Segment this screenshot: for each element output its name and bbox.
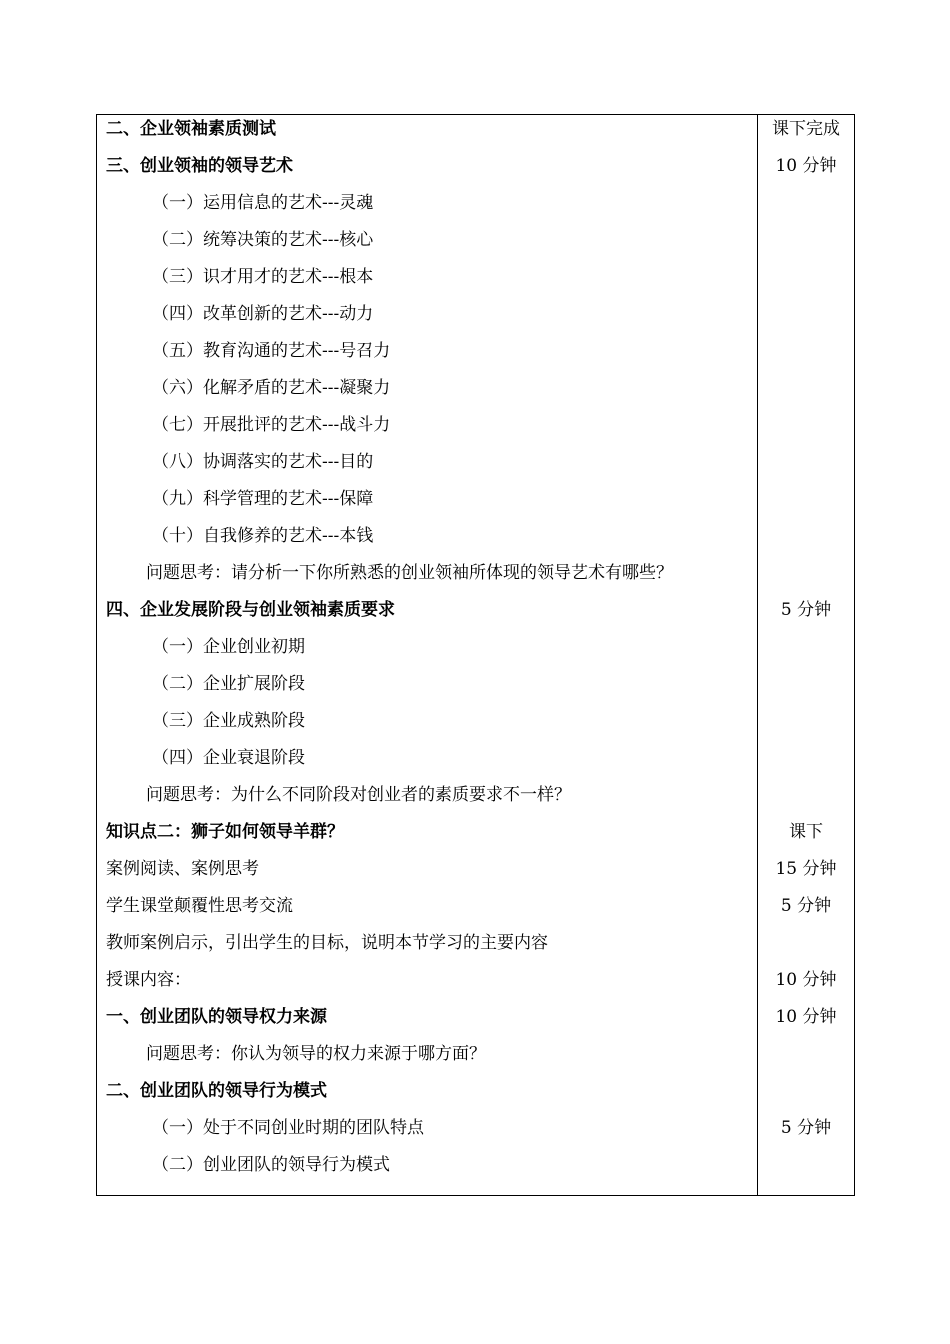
table-row	[97, 744, 856, 781]
time-allocation: 课下	[789, 822, 823, 842]
section-heading: 二、企业领袖素质测试	[106, 119, 276, 139]
activity-text: 授课内容：	[106, 970, 191, 990]
time-allocation	[758, 411, 854, 448]
time-allocation	[758, 337, 854, 374]
time-allocation	[758, 744, 854, 781]
table-row	[97, 522, 856, 559]
table-row	[97, 1003, 856, 1040]
time-allocation	[758, 300, 854, 337]
time-allocation: 5 分钟	[780, 1118, 832, 1138]
activity-text: 教师案例启示，引出学生的目标，说明本节学习的主要内容	[106, 933, 548, 953]
sub-item: （二）企业扩展阶段	[152, 674, 305, 694]
sub-item: （三）识才用才的艺术---根本	[152, 267, 374, 287]
table-row	[97, 707, 856, 744]
table-row	[97, 337, 856, 374]
sub-item: （三）企业成熟阶段	[152, 711, 305, 731]
table-row	[97, 1077, 856, 1114]
sub-item: （九）科学管理的艺术---保障	[152, 489, 374, 509]
table-row	[97, 670, 856, 707]
sub-item: （五）教育沟通的艺术---号召力	[152, 341, 391, 361]
time-allocation: 课下完成	[772, 119, 840, 139]
time-allocation	[758, 1077, 854, 1114]
time-allocation: 10 分钟	[775, 970, 837, 990]
time-allocation	[758, 522, 854, 559]
section-heading: 四、企业发展阶段与创业领袖素质要求	[106, 600, 395, 620]
table-row	[97, 374, 856, 411]
time-allocation: 5 分钟	[780, 896, 832, 916]
table-row	[97, 1114, 856, 1151]
section-heading: 二、创业团队的领导行为模式	[106, 1081, 327, 1101]
time-allocation	[758, 226, 854, 263]
table-row	[97, 929, 856, 966]
table-row	[97, 855, 856, 892]
time-allocation	[758, 633, 854, 670]
table-row	[97, 633, 856, 670]
section-heading: 三、创业领袖的领导艺术	[106, 156, 293, 176]
sub-item: （六）化解矛盾的艺术---凝聚力	[152, 378, 391, 398]
time-allocation	[758, 374, 854, 411]
sub-item: （七）开展批评的艺术---战斗力	[152, 415, 391, 435]
table-row	[97, 263, 856, 300]
table-row	[97, 226, 856, 263]
table-row	[97, 1040, 856, 1077]
time-allocation	[758, 485, 854, 522]
table-row	[97, 1151, 856, 1188]
table-row	[97, 189, 856, 226]
table-row	[97, 485, 856, 522]
section-heading: 一、创业团队的领导权力来源	[106, 1007, 327, 1027]
time-allocation	[758, 263, 854, 300]
time-allocation: 10 分钟	[775, 1007, 837, 1027]
time-allocation	[758, 1151, 854, 1188]
sub-item: （八）协调落实的艺术---目的	[152, 452, 374, 472]
knowledge-point-heading: 知识点二：狮子如何领导羊群？	[106, 822, 344, 842]
time-allocation: 15 分钟	[775, 859, 837, 879]
table-row	[97, 448, 856, 485]
time-allocation	[758, 189, 854, 226]
discussion-question: 问题思考：你认为领导的权力来源于哪方面？	[146, 1044, 486, 1064]
table-row	[97, 596, 856, 633]
time-allocation	[758, 559, 854, 596]
sub-item: （二）统筹决策的艺术---核心	[152, 230, 374, 250]
sub-item: （一）企业创业初期	[152, 637, 305, 657]
time-allocation: 5 分钟	[780, 600, 832, 620]
table-row	[97, 892, 856, 929]
lesson-plan-table	[96, 114, 855, 1196]
table-row	[97, 781, 856, 818]
table-row	[97, 115, 856, 152]
time-allocation	[758, 1040, 854, 1077]
table-row	[97, 966, 856, 1003]
activity-text: 案例阅读、案例思考	[106, 859, 259, 879]
time-allocation	[758, 448, 854, 485]
sub-item: （十）自我修养的艺术---本钱	[152, 526, 374, 546]
time-allocation	[758, 781, 854, 818]
table-row	[97, 300, 856, 337]
sub-item: （二）创业团队的领导行为模式	[152, 1155, 390, 1175]
time-allocation	[758, 707, 854, 744]
sub-item: （四）企业衰退阶段	[152, 748, 305, 768]
time-allocation	[758, 670, 854, 707]
discussion-question: 问题思考：请分析一下你所熟悉的创业领袖所体现的领导艺术有哪些？	[146, 563, 673, 583]
table-row	[97, 818, 856, 855]
table-row	[97, 411, 856, 448]
table-row	[97, 152, 856, 189]
sub-item: （四）改革创新的艺术---动力	[152, 304, 374, 324]
sub-item: （一）处于不同创业时期的团队特点	[152, 1118, 424, 1138]
time-allocation: 10 分钟	[775, 156, 837, 176]
discussion-question: 问题思考：为什么不同阶段对创业者的素质要求不一样？	[146, 785, 571, 805]
activity-text: 学生课堂颠覆性思考交流	[106, 896, 293, 916]
time-allocation	[758, 929, 854, 966]
sub-item: （一）运用信息的艺术---灵魂	[152, 193, 374, 213]
table-row	[97, 559, 856, 596]
